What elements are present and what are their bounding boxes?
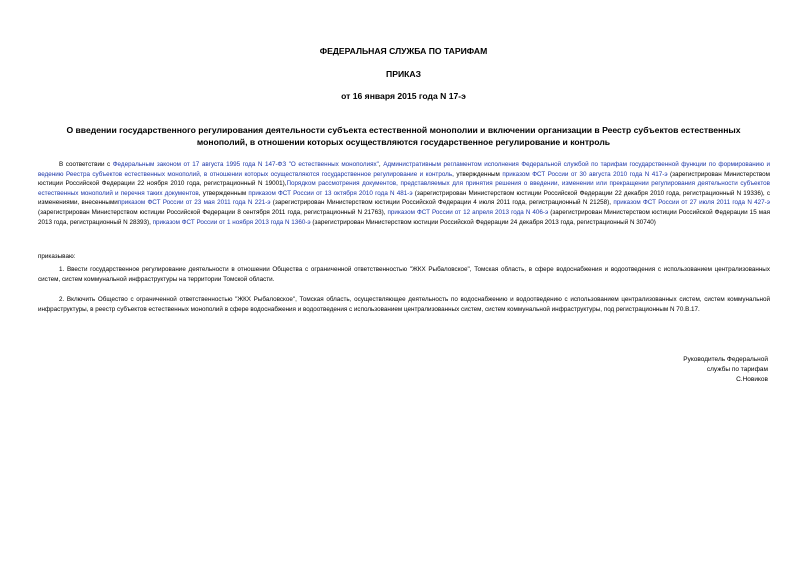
reference-link[interactable]: приказом ФСТ России от 1 ноября 2013 года N 1360-э [152, 218, 311, 226]
order-item-1: 1. Ввести государственное регулирование деятельности в отношении Общества с ограниченной ответственностью "ЖКХ Рыбаловское", Томская область, в сфере водоснабжения и водоотведения с использованием централизованных систем, систем коммунальной инфраструктуры на территории Томской области. [38, 266, 770, 283]
preamble-text: , [378, 161, 384, 168]
order-item-2: 2. Включить Общество с ограниченной ответственностью "ЖКХ Рыбаловское", Томская область, осуществляющее деятельность по водоснабжению и водоотведению с использованием централизованных систем, систем коммунальной инфраструктуры, в реестр субъектов естественных монополий в сфере водоснабжения и водоотведения с использованием централизованных систем, систем коммунальной инфраструктуры, под регистрационным N 70.В.17. [38, 296, 770, 313]
reference-link[interactable]: Административным регламентом исполнения Федеральной службой по тарифам государственной функции по формированию и ведению Реестра субъектов естественных монополий, в отношении которых осуществляются государственное регулирование и контроль [38, 161, 770, 178]
preamble-text: В соответствии с [59, 161, 113, 168]
agency-heading: ФЕДЕРАЛЬНАЯ СЛУЖБА ПО ТАРИФАМ [319, 46, 488, 56]
document-title-line: монополий, в отношении которых осуществляются государственное регулирование и контроль [196, 137, 611, 147]
reference-link[interactable]: Порядком рассмотрения документов, представляемых для принятия решения о введении, изменении или прекращении регулирования деятельности субъектов естественных монополий и перечня таких документов [38, 180, 771, 197]
preamble-text: (зарегистрирован Министерством юстиции Российской Федерации 8 сентября 2011 года, регистрационный N 21763), [38, 208, 388, 216]
reference-link[interactable]: приказом ФСТ России от 30 августа 2010 года N 417-э [502, 170, 668, 178]
preamble-text: (зарегистрирован Министерством юстиции Российской Федерации 22 декабря 2010 года, регистрационный N 19336), с изменениями, внесенными [38, 189, 770, 207]
reference-link[interactable]: приказом ФСТ России от 23 мая 2011 года N 221-э [117, 199, 271, 207]
preamble-text: , утвержденным [198, 189, 249, 197]
preamble-paragraph [38, 160, 770, 227]
reference-link[interactable]: приказом ФСТ России от 27 июля 2011 года N 427-э [613, 199, 770, 207]
signature-block [620, 355, 768, 384]
reference-link[interactable]: приказом ФСТ России от 13 октября 2010 года N 481-э [248, 189, 413, 197]
signature-position-cont: службы по тарифам [706, 365, 768, 373]
signature-name: С.Новиков [736, 375, 768, 383]
document-title [0, 124, 807, 148]
reference-link[interactable]: Федеральным законом от 17 августа 1995 года N 147-ФЗ "О естественных монополиях" [112, 161, 379, 168]
document-title-line: О введении государственного регулирования деятельности субъекта естественной монополии и включении организации в Реестр субъектов естественных [66, 125, 741, 135]
reference-link[interactable]: приказом ФСТ России от 12 апреля 2013 года N 406-э [387, 208, 549, 216]
doc-type-heading: ПРИКАЗ [386, 69, 421, 79]
preamble-text: (зарегистрирован Министерством юстиции Российской Федерации 15 мая 2013 года, регистрационный N 28393), [38, 208, 770, 226]
preamble-text: (зарегистрирован Министерством юстиции Российской Федерации 4 июля 2011 года, регистрационный N 21258), [270, 199, 614, 207]
signature-position: Руководитель Федеральной [683, 356, 768, 363]
order-word: приказываю: [38, 253, 76, 260]
preamble-text: (зарегистрирован Министерством юстиции Российской Федерации 24 декабря 2013 года, регистрационный N 30740) [310, 218, 656, 226]
preamble-text: (зарегистрирован Министерством юстиции Российской Федерации 22 ноября 2010 года, регистрационный N 19001), [38, 170, 770, 188]
doc-date-number: от 16 января 2015 года N 17-э [341, 91, 466, 101]
preamble-text: , утвержденным [452, 170, 503, 178]
